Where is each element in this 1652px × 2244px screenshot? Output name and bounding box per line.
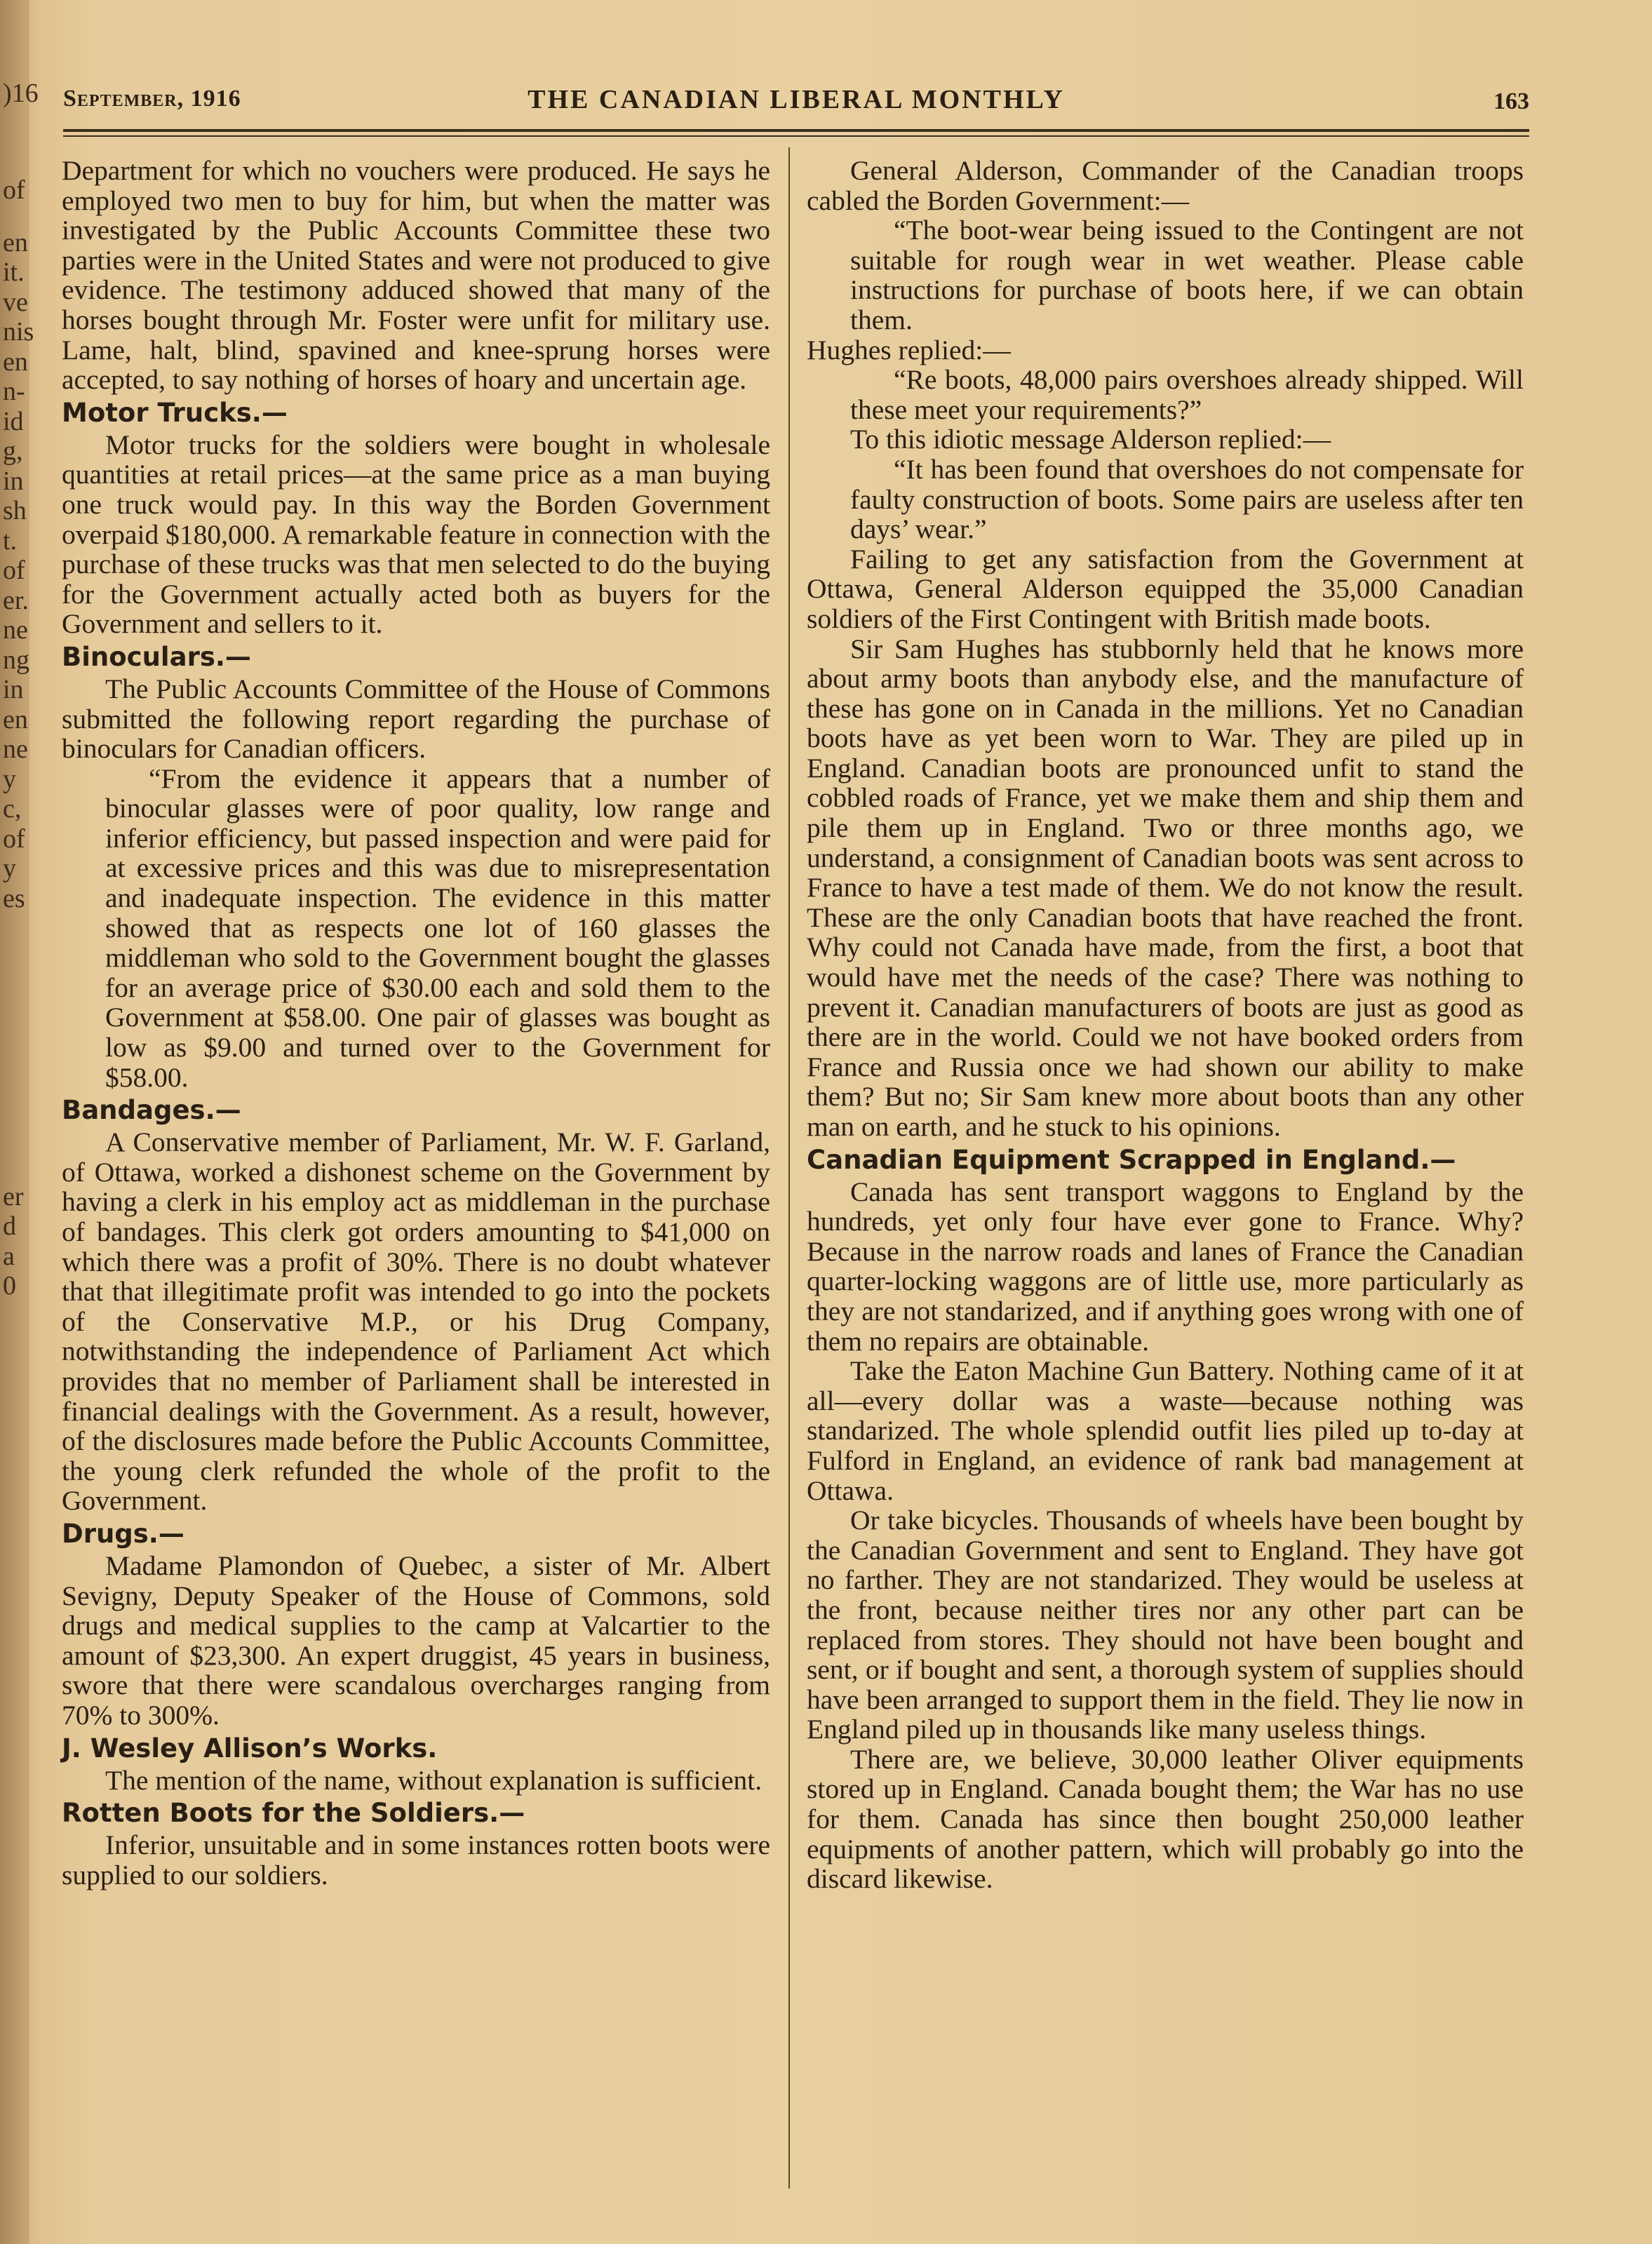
paragraph: “The boot-wear being issued to the Contingent are not suitable for rough wear in wet weather. Please cable instructions for purchase of boots here, if we can obtain them. — [850, 215, 1524, 335]
paragraph: Take the Eaton Machine Gun Battery. Nothing came of it at all—every dollar was a waste—because nothing was standarized. The whole splendid outfit lies piled up to-day at Fulford in England, an evidence of rank bad management at Ottawa. — [807, 1355, 1524, 1506]
right-column — [807, 156, 1524, 1894]
paragraph: The Public Accounts Committee of the House of Commons submitted the following report regarding the purchase of binoculars for Canadian officers. — [62, 673, 770, 765]
paragraph: Department for which no vouchers were produced. He says he employed two men to buy for him, but when the matter was investigated by the Public Accounts Committee these two parties were in the United States and were not produced to give evidence. The testimony adduced showed that many of the horses bought through Mr. Foster were unfit for military use. Lame, halt, blind, spavined and knee-sprung horses were accepted, to say nothing of horses of hoary and uncertain age. — [62, 155, 770, 396]
page-number: 163 — [1493, 88, 1529, 114]
paragraph: “It has been found that overshoes do not compensate for faulty construction of boots. Some pairs are useless after ten days’ wear.” — [850, 453, 1524, 545]
margin-fragment: sh — [3, 496, 27, 525]
section-heading: J. Wesley Allison’s Works. — [62, 1733, 438, 1763]
column-divider — [788, 147, 790, 2189]
paragraph: Sir Sam Hughes has stubbornly held that he knows more about army boots than anybody else, and the manufacture of these has gone on in Canada in the millions. Yet no Canadian boots have as yet been worn to War. They are piled up in England. Canadian boots are pronounced unfit to stand the cobbled roads of France, yet we make them and ship them and pile them up in England. Two or three months ago, we understand, a consignment of Canadian boots was sent across to France to have a test made of them. We do not know the result. These are the only Canadian boots that have reached the front. Why could not Canada have made, from the first, a boot that would have met the needs of the case? There was nothing to prevent it. Canadian manufacturers of boots are just as good as there are in the world. Could we not have booked orders from France and Russia once we had shown our ability to make them? But no; Sir Sam knew more about boots than any other man on earth, and he stuck to his opinions. — [807, 633, 1524, 1142]
left-column — [62, 156, 770, 1890]
header-title: THE CANADIAN LIBERAL MONTHLY — [528, 85, 1065, 114]
paragraph: To this idiotic message Alderson replied:— — [850, 424, 1331, 455]
paragraph: A Conservative member of Parliament, Mr. W. F. Garland, of Ottawa, worked a dishonest scheme on the Government by having a clerk in his employ act as middleman in the purchase of bandages. This clerk got orders amounting to $41,000 on which there was a profit of 30%. There is no doubt whatever that that illegitimate profit was intended to go into the pockets of the Conservative M.P., or his Drug Company, notwithstanding the independence of Parliament Act which provides that no member of Parliament shall be interested in financial dealings with the Government. As a result, however, of the disclosures made before the Public Accounts Committee, the young clerk refunded the whole of the profit to the Government. — [62, 1127, 770, 1517]
header-rule — [63, 129, 1529, 132]
section-heading: Motor Trucks.— — [62, 397, 288, 428]
paragraph: General Alderson, Commander of the Canadian troops cabled the Borden Government:— — [807, 155, 1524, 216]
margin-fragment: of — [3, 175, 25, 205]
margin-fragment: id — [3, 407, 24, 436]
margin-fragment: of — [3, 824, 25, 854]
margin-fragment: n- — [3, 377, 25, 406]
margin-fragment: of — [3, 556, 25, 585]
margin-fragment: ne — [3, 734, 28, 764]
section-heading: Bandages.— — [62, 1095, 241, 1126]
paragraph: Failing to get any satisfaction from the Government at Ottawa, General Alderson equipped the 35,000 Canadian soldiers of the First Contingent with British made boots. — [807, 543, 1524, 634]
margin-fragment: er. — [3, 586, 29, 615]
paragraph: Madame Plamondon of Quebec, a sister of Mr. Albert Sevigny, Deputy Speaker of the House of Commons, sold drugs and medical supplies to the camp at Valcartier to the amount of $23,300. An expert druggist, 45 years in business, swore that there were scandalous overcharges ranging from 70% to 300%. — [62, 1550, 770, 1731]
margin-fragment: t. — [3, 526, 18, 556]
paragraph: “From the evidence it appears that a number of binocular glasses were of poor quality, low range and inferior efficiency, but passed inspection and were paid for at excessive prices and this was due to misrepresentation and inadequate inspection. The evidence in this matter showed that as respects one lot of 160 glasses the middleman who sold to the Government bought the glasses for an average price of $30.00 each and sold them to the Government at $58.00. One pair of glasses was bought as low as $9.00 and turned over to the Government for $58.00. — [105, 762, 770, 1093]
margin-fragment: ng — [3, 645, 29, 675]
margin-fragment: in — [3, 466, 24, 496]
paragraph: There are, we believe, 30,000 leather Oliver equipments stored up in England. Canada bought them; the War has no use for them. Canada has since then bought 250,000 leather equipments of another pattern, which will probably go into the discard likewise. — [807, 1743, 1524, 1895]
margin-fragment: es — [3, 884, 25, 913]
margin-fragment: g, — [3, 436, 23, 466]
margin-fragment: en — [3, 347, 28, 377]
margin-fragment: 0 — [3, 1271, 16, 1301]
header-rule-thin — [63, 135, 1529, 137]
paragraph: “Re boots, 48,000 pairs overshoes already shipped. Will these meet your requirements?” — [850, 364, 1524, 425]
paragraph: Or take bicycles. Thousands of wheels have been bought by the Canadian Government and sent to England. They have got no farther. They are not standarized. They would be useless at the front, because neither tires nor any other part can be replaced from stores. They should not have been bought and sent, or if bought and sent, a thorough system of supplies should have been arranged to support them in the field. They lie now in England piled up in thousands like many useless things. — [807, 1505, 1524, 1745]
margin-fragment: in — [3, 675, 24, 704]
margin-fragment: en — [3, 705, 28, 734]
margin-fragment: d — [3, 1211, 16, 1241]
margin-fragment: y — [3, 854, 16, 883]
margin-fragment: c, — [3, 794, 22, 824]
paragraph: Canada has sent transport waggons to England by the hundreds, yet only four have ever gone to France. Why? Because in the narrow roads and lanes of France the Canadian quarter-locking waggons are of little use, more particularly as they are not standarized, and if anything goes wrong with one of them no repairs are obtainable. — [807, 1176, 1524, 1357]
section-heading: Drugs.— — [62, 1518, 184, 1549]
paragraph: Hughes replied:— — [807, 334, 1011, 365]
paragraph: The mention of the name, without explanation is sufficient. — [105, 1764, 763, 1796]
paragraph: Inferior, unsuitable and in some instances rotten boots were supplied to our soldiers. — [62, 1829, 770, 1890]
margin-fragment: it. — [3, 257, 25, 287]
margin-fragment: a — [3, 1242, 15, 1271]
margin-fragment: nis — [3, 317, 34, 347]
margin-fragment: y — [3, 765, 16, 794]
header-date: September, 1916 — [63, 86, 241, 112]
paragraph: Motor trucks for the soldiers were bought in wholesale quantities at retail prices—at the same price as a man buying one truck would pay. In this way the Borden Government overpaid $180,000. A remarkable feature in connection with the purchase of these trucks was that men selected to do the buying for the Government actually acted both as buyers for the Government and sellers to it. — [62, 429, 770, 640]
margin-fragment: er — [3, 1182, 24, 1211]
margin-fragment: en — [3, 228, 28, 257]
running-header — [63, 79, 1529, 128]
section-heading: Rotten Boots for the Soldiers.— — [62, 1798, 525, 1829]
margin-fragment: ne — [3, 615, 28, 645]
section-heading: Binoculars.— — [62, 641, 251, 672]
section-heading: Canadian Equipment Scrapped in England.— — [807, 1144, 1456, 1175]
margin-fragment: )16 — [3, 79, 39, 108]
margin-fragment: ve — [3, 288, 28, 317]
